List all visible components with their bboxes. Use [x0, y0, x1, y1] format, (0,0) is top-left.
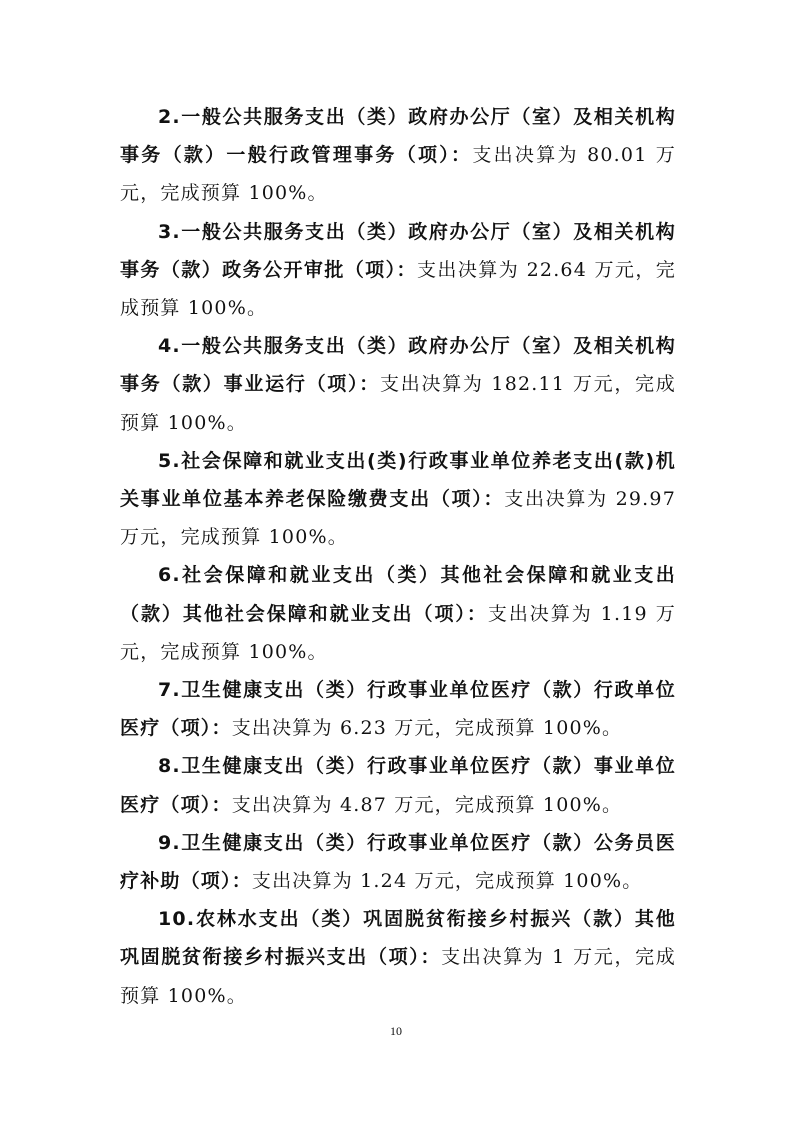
item-heading: 2.一般公共服务支出（类）政府办公厅（室）及相关机构事务（款）一般行政管理事务（项）： — [120, 106, 676, 167]
item-body: 支出决算为 22.64 万元，完成预算 100%。 — [120, 258, 676, 320]
expenditure-item-7 — [120, 671, 676, 747]
item-body: 支出决算为 6.23 万元，完成预算 100%。 — [231, 717, 623, 740]
item-heading: 3.一般公共服务支出（类）政府办公厅（室）及相关机构事务（款）政务公开审批（项）： — [120, 220, 676, 281]
expenditure-item-2 — [120, 98, 676, 213]
item-heading: 5.社会保障和就业支出(类)行政事业单位养老支出(款)机关事业单位基本养老保险缴费支出（项）： — [120, 449, 676, 511]
expenditure-item-8 — [120, 747, 676, 823]
item-heading: 7.卫生健康支出（类）行政事业单位医疗（款）行政单位医疗（项）： — [120, 679, 676, 740]
item-body: 支出决算为 80.01 万元，完成预算 100%。 — [120, 144, 677, 205]
item-body: 支出决算为 4.87 万元，完成预算 100%。 — [231, 793, 623, 816]
item-heading: 8.卫生健康支出（类）行政事业单位医疗（款）事业单位医疗（项）： — [120, 755, 676, 816]
expenditure-item-5 — [120, 442, 676, 557]
item-body: 支出决算为 29.97 万元，完成预算 100%。 — [120, 488, 676, 549]
expenditure-item-10 — [120, 900, 676, 1015]
item-body: 支出决算为 182.11 万元，完成预算 100%。 — [120, 373, 676, 434]
expenditure-item-9 — [120, 824, 676, 900]
item-heading: 6.社会保障和就业支出（类）其他社会保障和就业支出（款）其他社会保障和就业支出（项）： — [120, 564, 676, 625]
item-body: 支出决算为 1 万元，完成预算 100%。 — [120, 946, 676, 1007]
item-heading: 10.农林水支出（类）巩固脱贫衔接乡村振兴（款）其他巩固脱贫衔接乡村振兴支出（项）： — [120, 908, 676, 969]
document-page — [120, 98, 676, 1015]
expenditure-item-6 — [120, 556, 676, 671]
expenditure-item-4 — [120, 327, 676, 442]
page-number: 10 — [390, 1024, 402, 1038]
item-heading: 4.一般公共服务支出（类）政府办公厅（室）及相关机构事务（款）事业运行（项）： — [120, 335, 676, 396]
item-body: 支出决算为 1.19 万元，完成预算 100%。 — [120, 602, 676, 663]
item-body: 支出决算为 1.24 万元，完成预算 100%。 — [251, 870, 643, 893]
expenditure-item-3 — [120, 213, 676, 328]
item-heading: 9.卫生健康支出（类）行政事业单位医疗（款）公务员医疗补助（项）： — [120, 831, 676, 893]
